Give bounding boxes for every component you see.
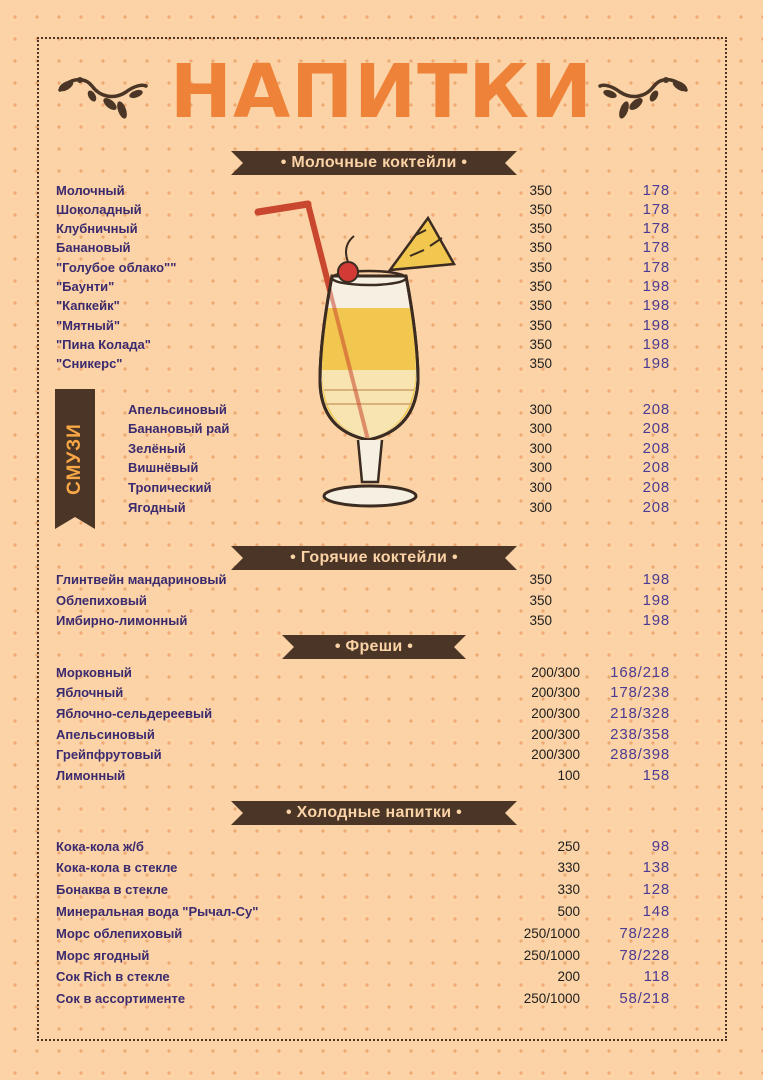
- menu-item-price: 208: [642, 459, 670, 477]
- menu-item-volume: 330: [557, 882, 580, 898]
- section-ribbon-milk: [231, 151, 517, 175]
- menu-item-volume: 200/300: [531, 747, 580, 763]
- menu-item-volume: 350: [529, 279, 552, 294]
- menu-item: [56, 745, 670, 765]
- menu-item-volume: 350: [529, 240, 552, 256]
- ribbon-bullet: •: [451, 549, 458, 566]
- menu-item-volume: 300: [529, 479, 552, 495]
- menu-item: [56, 967, 670, 987]
- menu-item-price: 168/218: [610, 663, 670, 681]
- menu-item: [56, 570, 670, 590]
- menu-item-price: 178: [642, 181, 670, 199]
- menu-item-volume: 200/300: [531, 685, 580, 701]
- menu-item-price: 118: [643, 968, 670, 986]
- menu-item-price: 158: [642, 767, 670, 784]
- menu-item-name: Зелёный: [128, 440, 186, 456]
- menu-item-price: 198: [642, 297, 670, 315]
- menu-item-name: "Баунти": [56, 279, 115, 294]
- menu-item-volume: 200/300: [531, 705, 580, 721]
- ribbon-bullet: •: [407, 638, 414, 655]
- menu-item-volume: 350: [529, 613, 552, 628]
- menu-item-volume: 500: [557, 903, 580, 919]
- menu-item-volume: 300: [529, 401, 552, 417]
- ribbon-bullet: •: [456, 804, 463, 821]
- menu-item-name: Банановый рай: [128, 421, 230, 437]
- menu-item-price: 58/218: [619, 990, 670, 1008]
- ribbon-bullet: •: [334, 638, 341, 655]
- menu-item-name: "Голубое облако"": [56, 259, 177, 275]
- menu-item-volume: 300: [529, 460, 552, 476]
- menu-item: [56, 902, 670, 922]
- section-ribbon-cold: [231, 801, 517, 825]
- menu-item-name: "Мятный": [56, 317, 121, 333]
- menu-item: [56, 946, 670, 966]
- smoothie-side-banner: [55, 389, 95, 529]
- menu-item-price: 98: [651, 837, 670, 855]
- ribbon-bullet: •: [461, 154, 468, 171]
- section-title-cold: Холодные напитки: [296, 804, 452, 821]
- menu-item-volume: 350: [529, 221, 552, 237]
- menu-item-price: 198: [642, 316, 670, 334]
- menu-item-volume: 300: [529, 440, 552, 456]
- menu-item-name: Морс ягодный: [56, 947, 150, 963]
- menu-item-price: 178: [642, 239, 670, 257]
- menu-item-price: 78/228: [619, 946, 670, 964]
- menu-item: [56, 880, 670, 900]
- menu-item-name: "Капкейк": [56, 298, 120, 314]
- menu-item-name: Апельсиновый: [128, 401, 227, 417]
- menu-item-price: 218/328: [610, 704, 670, 722]
- menu-item-name: Кока-кола в стекле: [56, 860, 178, 876]
- menu-item-price: 198: [642, 278, 670, 295]
- section-title-fresh: Фреши: [345, 638, 403, 655]
- menu-item-name: Апельсиновый: [56, 726, 155, 742]
- menu-item-volume: 350: [529, 317, 552, 333]
- menu-item-volume: 200/300: [531, 726, 580, 742]
- menu-item-price: 208: [642, 400, 670, 418]
- menu-item: [56, 683, 670, 703]
- menu-item-price: 128: [642, 881, 670, 899]
- menu-item-name: "Сникерс": [56, 356, 123, 372]
- menu-item: [56, 837, 670, 857]
- menu-item-name: Кока-кола ж/б: [56, 838, 144, 854]
- menu-item-name: Яблочно-сельдереевый: [56, 705, 213, 721]
- menu-item: [56, 725, 670, 745]
- menu-item-name: Ягодный: [128, 499, 186, 515]
- section-title-hot: Горячие коктейли: [300, 549, 448, 566]
- menu-item-name: "Пина Колада": [56, 336, 151, 352]
- menu-item: [56, 591, 670, 611]
- ribbon-bullet: •: [290, 549, 297, 566]
- menu-item-name: Молочный: [56, 182, 125, 198]
- menu-item-name: Яблочный: [56, 685, 124, 701]
- menu-item-volume: 350: [529, 572, 552, 587]
- menu-item-price: 198: [642, 612, 670, 629]
- menu-item-name: Имбирно-лимонный: [56, 613, 188, 628]
- menu-item-price: 238/358: [610, 725, 670, 743]
- menu-item: [56, 663, 670, 683]
- menu-item-name: Тропический: [128, 479, 212, 495]
- menu-item-price: 208: [642, 420, 670, 438]
- section-title-milk: Молочные коктейли: [291, 154, 457, 171]
- menu-item: [56, 704, 670, 724]
- menu-item-price: 208: [642, 498, 670, 516]
- menu-item: [56, 858, 670, 878]
- menu-item-price: 178: [642, 258, 670, 276]
- menu-item-volume: 330: [557, 860, 580, 876]
- menu-item-volume: 350: [529, 259, 552, 275]
- menu-item-price: 198: [642, 335, 670, 353]
- ribbon-bullet: •: [285, 804, 292, 821]
- menu-item-price: 208: [642, 439, 670, 457]
- menu-item-volume: 250/1000: [523, 947, 580, 963]
- menu-item-name: Сок Rich в стекле: [56, 969, 170, 985]
- menu-item-volume: 350: [529, 336, 552, 352]
- menu-item-name: Глинтвейн мандариновый: [56, 572, 227, 587]
- menu-item: [56, 611, 670, 631]
- menu-item-name: Клубничный: [56, 221, 138, 237]
- menu-item-price: 198: [642, 571, 670, 588]
- menu-item-price: 148: [642, 902, 670, 920]
- menu-item-volume: 350: [529, 356, 552, 372]
- menu-item-volume: 250/1000: [523, 991, 580, 1007]
- menu-item: [56, 766, 670, 786]
- menu-item-volume: 300: [529, 421, 552, 437]
- menu-item-name: Банановый: [56, 240, 131, 256]
- menu-item-volume: 250: [557, 838, 580, 854]
- menu-item-name: Морс облепиховый: [56, 925, 183, 941]
- menu-item-price: 78/228: [619, 924, 670, 942]
- menu-item-volume: 100: [557, 768, 580, 783]
- ribbon-bullet: •: [280, 154, 287, 171]
- menu-item-volume: 350: [529, 298, 552, 314]
- menu-item-price: 288/398: [610, 746, 670, 764]
- menu-item-price: 178: [642, 200, 670, 218]
- menu-item-price: 138: [642, 859, 670, 877]
- menu-item-price: 198: [642, 355, 670, 373]
- menu-item-name: Облепиховый: [56, 592, 147, 608]
- cocktail-glass-illustration: [250, 190, 470, 520]
- section-ribbon-fresh: [282, 635, 466, 659]
- menu-item-volume: 200/300: [531, 664, 580, 680]
- menu-item-name: Грейпфрутовый: [56, 747, 162, 763]
- section-ribbon-hot: [231, 546, 517, 570]
- menu-item-price: 178: [642, 220, 670, 238]
- menu-item-volume: 200: [557, 969, 580, 985]
- menu-item-volume: 350: [529, 182, 552, 198]
- menu-item: [56, 989, 670, 1009]
- menu-item: [56, 924, 670, 944]
- menu-item-volume: 300: [529, 499, 552, 515]
- menu-item-volume: 350: [529, 201, 552, 217]
- menu-item-name: Бонаква в стекле: [56, 882, 168, 898]
- menu-item-price: 178/238: [610, 684, 670, 702]
- menu-item-name: Шоколадный: [56, 201, 142, 217]
- menu-item-name: Морковный: [56, 664, 132, 680]
- menu-item-name: Минеральная вода "Рычал-Су": [56, 903, 259, 919]
- page-title: НАПИТКИ: [170, 49, 593, 135]
- menu-item-price: 208: [642, 478, 670, 496]
- menu-item-name: Вишнёвый: [128, 460, 199, 476]
- menu-item-volume: 350: [529, 592, 552, 608]
- menu-item-price: 198: [642, 591, 670, 609]
- section-title-smoothie: СМУЗИ: [64, 423, 85, 495]
- menu-item-name: Сок в ассортименте: [56, 991, 186, 1007]
- menu-item-name: Лимонный: [56, 768, 126, 783]
- menu-item-volume: 250/1000: [523, 925, 580, 941]
